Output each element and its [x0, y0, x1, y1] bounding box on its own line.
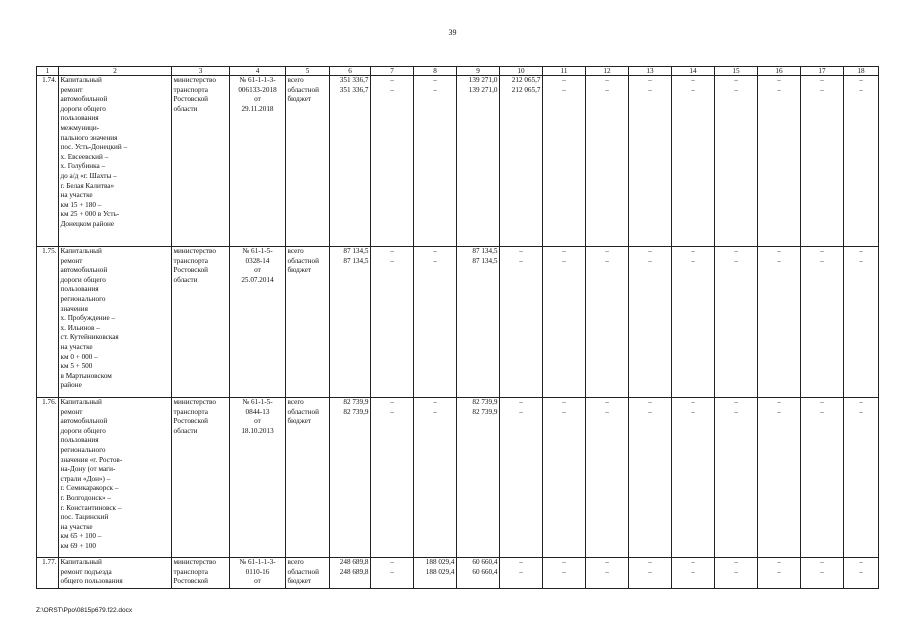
value-regional-budget: – — [433, 407, 437, 416]
name_lines-line: до а/д «г. Шахты – — [60, 171, 117, 180]
file-path-footer: Z:\ORST\Ppo\0815p679.f22.docx — [36, 607, 133, 614]
org_lines-line: Ростовской — [173, 266, 209, 275]
value-cell-col-7 — [371, 558, 414, 589]
value-regional-budget: – — [562, 407, 566, 416]
value-cell-col-8 — [414, 247, 457, 398]
value-cell-col-15 — [715, 558, 758, 589]
name_lines-line: х. Голубинка – — [60, 162, 106, 171]
name_lines-line: автомобильной — [60, 266, 108, 275]
value-cell-col-18 — [844, 398, 879, 558]
name_lines-line: г. Семикаракорск – — [60, 484, 119, 493]
org_lines-line: транспорта — [173, 256, 208, 265]
name_lines-line: дороги общего — [60, 275, 106, 284]
value-total: – — [562, 76, 566, 84]
document-cell — [230, 76, 286, 247]
value-regional-budget: – — [691, 256, 695, 265]
value-regional-budget: – — [777, 407, 781, 416]
value-total: – — [691, 247, 695, 255]
value-cell-col-17 — [801, 558, 844, 589]
name_lines-line: на участке — [60, 522, 93, 531]
value-total: – — [648, 247, 652, 255]
value-cell-col-10 — [500, 76, 543, 247]
document-cell — [230, 558, 286, 589]
value-regional-budget: – — [777, 256, 781, 265]
value-cell-col-16 — [758, 247, 801, 398]
doc_lines-line: от — [254, 417, 261, 426]
doc_lines-line: от — [254, 266, 261, 275]
document-cell — [230, 247, 286, 398]
value-regional-budget: – — [859, 567, 863, 576]
value-total: 188 029,4 — [425, 558, 455, 566]
value-cell-col-18 — [844, 247, 879, 398]
name_lines-line: км 15 + 180 – — [60, 200, 102, 209]
value-cell-col-15 — [715, 247, 758, 398]
value-total: – — [605, 247, 609, 255]
object-name-cell — [59, 558, 172, 589]
name_lines-line: х. Евсеевский – — [60, 152, 109, 161]
funding-regional-label: областной бюджет — [287, 407, 319, 426]
value-regional-budget: – — [777, 85, 781, 94]
value-cell-col-16 — [758, 558, 801, 589]
name_lines-line: районе — [60, 381, 82, 390]
column-header-12: 12 — [586, 67, 629, 76]
value-cell-col-13 — [629, 558, 672, 589]
value-total: – — [859, 558, 863, 566]
table-row — [37, 76, 879, 247]
value-cell-col-14 — [672, 76, 715, 247]
organization-cell — [172, 247, 230, 398]
value-regional-budget: – — [648, 256, 652, 265]
org_lines-line: транспорта — [173, 85, 208, 94]
value-regional-budget: – — [605, 567, 609, 576]
funding-source-cell — [286, 558, 330, 589]
value-regional-budget: – — [562, 256, 566, 265]
value-cell-col-13 — [629, 398, 672, 558]
value-total: – — [433, 247, 437, 255]
value-total: – — [777, 558, 781, 566]
column-header-4: 4 — [230, 67, 286, 76]
org_lines-line: транспорта — [173, 407, 208, 416]
org_lines-line: области — [173, 275, 198, 284]
value-regional-budget: – — [820, 256, 824, 265]
value-total: – — [820, 398, 824, 406]
value-total: – — [691, 76, 695, 84]
column-number-row — [37, 67, 879, 76]
name_lines-line: значения «г. Ростов- — [60, 455, 123, 464]
name_lines-line: ремонт — [60, 256, 83, 265]
name_lines-line: межмуници- — [60, 123, 100, 132]
value-regional-budget: – — [390, 256, 394, 265]
table-row — [37, 247, 879, 398]
name_lines-line: км 5 + 500 — [60, 362, 93, 371]
name_lines-line: км 69 + 100 — [60, 541, 96, 550]
value-cell-col-14 — [672, 247, 715, 398]
value-cell-col-6 — [330, 247, 371, 398]
value-total: – — [519, 398, 523, 406]
value-regional-budget: – — [519, 567, 523, 576]
value-regional-budget: – — [390, 567, 394, 576]
name_lines-line: х. Пробуждение – — [60, 314, 116, 323]
value-total: – — [519, 558, 523, 566]
value-cell-col-18 — [844, 558, 879, 589]
value-regional-budget: – — [519, 407, 523, 416]
value-total: – — [777, 247, 781, 255]
value-cell-col-12 — [586, 247, 629, 398]
column-header-9: 9 — [457, 67, 500, 76]
row-number: 1.75. — [37, 247, 59, 398]
value-regional-budget: 82 739,9 — [343, 407, 369, 416]
value-total: 60 660,4 — [472, 558, 498, 566]
value-regional-budget: – — [777, 567, 781, 576]
value-regional-budget: – — [605, 256, 609, 265]
value-cell-col-17 — [801, 247, 844, 398]
name_lines-line: км 0 + 000 – — [60, 352, 98, 361]
name_lines-line: г. Константиновск – — [60, 503, 122, 512]
doc_lines-line: № 61-1-5- — [242, 398, 273, 406]
value-regional-budget: – — [734, 85, 738, 94]
column-header-2: 2 — [59, 67, 172, 76]
value-regional-budget: – — [859, 85, 863, 94]
column-header-7: 7 — [371, 67, 414, 76]
value-total: – — [734, 247, 738, 255]
value-regional-budget: 82 739,9 — [472, 407, 498, 416]
doc_lines-line: 29.11.2018 — [241, 104, 274, 113]
doc_lines-line: 0328-14 — [245, 256, 270, 265]
value-total: – — [820, 558, 824, 566]
name_lines-line: Капитальный — [60, 76, 102, 84]
funding-total-label: всего — [287, 398, 304, 406]
funding-regional-label: областной бюджет — [287, 567, 319, 586]
value-total: – — [734, 76, 738, 84]
value-regional-budget: – — [433, 256, 437, 265]
value-regional-budget: – — [734, 256, 738, 265]
value-regional-budget: – — [820, 85, 824, 94]
funding-total-label: всего — [287, 558, 304, 566]
name_lines-line: регионального — [60, 445, 106, 454]
value-total: – — [433, 76, 437, 84]
name_lines-line: пользования — [60, 285, 99, 294]
value-total: – — [777, 398, 781, 406]
value-cell-col-12 — [586, 76, 629, 247]
name_lines-line: км 65 + 100 – — [60, 532, 102, 541]
org_lines-line: Ростовской — [173, 577, 209, 586]
name_lines-line: г. Волгодонск» – — [60, 493, 112, 502]
value-total: – — [605, 398, 609, 406]
value-total: – — [433, 398, 437, 406]
value-total: – — [820, 76, 824, 84]
doc_lines-line: от — [254, 577, 261, 586]
column-header-6: 6 — [330, 67, 371, 76]
name_lines-line: ст. Кутейниковская — [60, 333, 119, 342]
doc_lines-line: 0110-16 — [245, 567, 270, 576]
program-table — [36, 66, 879, 589]
value-regional-budget: – — [605, 407, 609, 416]
value-regional-budget: – — [648, 85, 652, 94]
value-regional-budget: – — [519, 256, 523, 265]
name_lines-line: пользования — [60, 436, 99, 445]
funding-source-cell — [286, 398, 330, 558]
value-regional-budget: – — [820, 407, 824, 416]
row-number: 1.74. — [37, 76, 59, 247]
value-regional-budget: – — [390, 407, 394, 416]
doc_lines-line: 006133-2018 — [238, 85, 277, 94]
value-regional-budget: – — [390, 85, 394, 94]
value-regional-budget: – — [648, 407, 652, 416]
value-cell-col-9 — [457, 398, 500, 558]
org_lines-line: Ростовской — [173, 95, 209, 104]
name_lines-line: км 25 + 000 в Усть- — [60, 210, 120, 219]
value-regional-budget: 188 029,4 — [425, 567, 455, 576]
value-cell-col-6 — [330, 558, 371, 589]
name_lines-line: г. Белая Калитва» — [60, 181, 115, 190]
org_lines-line: транспорта — [173, 567, 208, 576]
value-cell-col-8 — [414, 398, 457, 558]
organization-cell — [172, 76, 230, 247]
value-total: – — [648, 76, 652, 84]
org_lines-line: министерство — [173, 247, 216, 255]
value-cell-col-9 — [457, 558, 500, 589]
value-regional-budget: – — [691, 85, 695, 94]
value-regional-budget: – — [605, 85, 609, 94]
name_lines-line: на участке — [60, 342, 93, 351]
name_lines-line: ремонт подъезда — [60, 567, 112, 576]
value-regional-budget: – — [433, 85, 437, 94]
name_lines-line: на участке — [60, 191, 93, 200]
value-regional-budget: – — [859, 256, 863, 265]
value-cell-col-9 — [457, 76, 500, 247]
value-regional-budget: 87 134,5 — [472, 256, 498, 265]
name_lines-line: пального значения — [60, 133, 118, 142]
column-header-18: 18 — [844, 67, 879, 76]
doc_lines-line: от — [254, 95, 261, 104]
value-cell-col-10 — [500, 247, 543, 398]
value-cell-col-11 — [543, 247, 586, 398]
doc_lines-line: № 61-1-5- — [242, 247, 273, 255]
value-cell-col-15 — [715, 76, 758, 247]
value-regional-budget: 139 271,0 — [468, 85, 498, 94]
value-total: – — [859, 398, 863, 406]
value-total: – — [859, 76, 863, 84]
value-total: 87 134,5 — [472, 247, 498, 255]
name_lines-line: Капитальный — [60, 558, 102, 566]
name_lines-line: дороги общего — [60, 104, 106, 113]
row-number: 1.76. — [37, 398, 59, 558]
value-regional-budget: – — [648, 567, 652, 576]
value-total: 248 689,8 — [339, 558, 369, 566]
value-total: 212 065,7 — [511, 76, 541, 84]
value-total: – — [390, 247, 394, 255]
value-cell-col-7 — [371, 76, 414, 247]
value-regional-budget: – — [691, 567, 695, 576]
doc_lines-line: № 61-1-1-3- — [239, 558, 276, 566]
name_lines-line: страли «Дон») – — [60, 474, 111, 483]
value-cell-col-7 — [371, 247, 414, 398]
name_lines-line: регионального — [60, 294, 106, 303]
doc_lines-line: 18.10.2013 — [241, 426, 274, 435]
org_lines-line: министерство — [173, 76, 216, 84]
org_lines-line: области — [173, 426, 198, 435]
value-cell-col-11 — [543, 398, 586, 558]
table-row — [37, 558, 879, 589]
value-total: – — [691, 398, 695, 406]
object-name-cell — [59, 76, 172, 247]
value-regional-budget: 351 336,7 — [339, 85, 369, 94]
value-cell-col-11 — [543, 76, 586, 247]
value-regional-budget: 212 065,7 — [511, 85, 541, 94]
value-cell-col-18 — [844, 76, 879, 247]
value-total: – — [390, 558, 394, 566]
value-total: – — [562, 558, 566, 566]
name_lines-line: ремонт — [60, 85, 83, 94]
value-total: – — [691, 558, 695, 566]
value-regional-budget: – — [562, 85, 566, 94]
column-header-10: 10 — [500, 67, 543, 76]
value-total: – — [648, 398, 652, 406]
value-total: – — [648, 558, 652, 566]
funding-total-label: всего — [287, 247, 304, 255]
value-cell-col-8 — [414, 558, 457, 589]
value-total: – — [390, 398, 394, 406]
value-total: – — [605, 76, 609, 84]
column-header-14: 14 — [672, 67, 715, 76]
organization-cell — [172, 398, 230, 558]
value-cell-col-13 — [629, 76, 672, 247]
value-total: 139 271,0 — [468, 76, 498, 84]
value-cell-col-14 — [672, 558, 715, 589]
value-total: – — [859, 247, 863, 255]
column-header-17: 17 — [801, 67, 844, 76]
doc_lines-line: 0844-13 — [245, 407, 270, 416]
funding-total-label: всего — [287, 76, 304, 84]
org_lines-line: области — [173, 104, 198, 113]
value-total: – — [390, 76, 394, 84]
value-cell-col-8 — [414, 76, 457, 247]
value-regional-budget: – — [859, 407, 863, 416]
name_lines-line: общего пользования — [60, 577, 123, 586]
name_lines-line: пос. Тацинский — [60, 513, 109, 522]
name_lines-line: значения — [60, 304, 88, 313]
row-number: 1.77. — [37, 558, 59, 589]
object-name-cell — [59, 247, 172, 398]
value-total: – — [734, 398, 738, 406]
column-header-3: 3 — [172, 67, 230, 76]
value-total: – — [605, 558, 609, 566]
value-cell-col-16 — [758, 398, 801, 558]
value-total: – — [734, 558, 738, 566]
value-cell-col-17 — [801, 398, 844, 558]
column-header-8: 8 — [414, 67, 457, 76]
column-header-15: 15 — [715, 67, 758, 76]
column-header-1: 1 — [37, 67, 59, 76]
name_lines-line: Капитальный — [60, 398, 102, 406]
value-cell-col-13 — [629, 247, 672, 398]
value-total: 82 739,9 — [343, 398, 369, 406]
value-total: – — [777, 76, 781, 84]
column-header-5: 5 — [286, 67, 330, 76]
value-cell-col-16 — [758, 76, 801, 247]
value-cell-col-12 — [586, 558, 629, 589]
object-name-cell — [59, 398, 172, 558]
value-cell-col-9 — [457, 247, 500, 398]
value-cell-col-6 — [330, 398, 371, 558]
column-header-16: 16 — [758, 67, 801, 76]
value-regional-budget: – — [734, 567, 738, 576]
value-total: – — [562, 398, 566, 406]
org_lines-line: министерство — [173, 398, 216, 406]
value-regional-budget: 60 660,4 — [472, 567, 498, 576]
value-cell-col-11 — [543, 558, 586, 589]
name_lines-line: пос. Усть-Донецкий – — [60, 143, 128, 152]
value-regional-budget: – — [562, 567, 566, 576]
value-cell-col-7 — [371, 398, 414, 558]
value-regional-budget: – — [734, 407, 738, 416]
funding-source-cell — [286, 76, 330, 247]
value-cell-col-10 — [500, 398, 543, 558]
value-regional-budget: 248 689,8 — [339, 567, 369, 576]
value-regional-budget: – — [691, 407, 695, 416]
table-row — [37, 398, 879, 558]
organization-cell — [172, 558, 230, 589]
org_lines-line: Ростовской — [173, 417, 209, 426]
column-header-13: 13 — [629, 67, 672, 76]
name_lines-line: Донецком районе — [60, 219, 115, 228]
funding-source-cell — [286, 247, 330, 398]
value-total: 82 739,9 — [472, 398, 498, 406]
value-total: 351 336,7 — [339, 76, 369, 84]
funding-regional-label: областной бюджет — [287, 256, 319, 275]
name_lines-line: х. Ильинов – — [60, 323, 100, 332]
name_lines-line: на-Дону (от маги- — [60, 465, 116, 474]
name_lines-line: автомобильной — [60, 95, 108, 104]
funding-regional-label: областной бюджет — [287, 85, 319, 104]
value-cell-col-12 — [586, 398, 629, 558]
value-regional-budget: – — [820, 567, 824, 576]
doc_lines-line: № 61-1-1-3- — [239, 76, 276, 84]
value-total: 87 134,5 — [343, 247, 369, 255]
column-header-11: 11 — [543, 67, 586, 76]
value-cell-col-17 — [801, 76, 844, 247]
document-cell — [230, 398, 286, 558]
name_lines-line: в Мартыновском — [60, 371, 112, 380]
page-number: 39 — [448, 28, 457, 37]
value-cell-col-6 — [330, 76, 371, 247]
value-total: – — [562, 247, 566, 255]
name_lines-line: пользования — [60, 114, 99, 123]
value-cell-col-15 — [715, 398, 758, 558]
value-total: – — [820, 247, 824, 255]
name_lines-line: дороги общего — [60, 426, 106, 435]
value-regional-budget: 87 134,5 — [343, 256, 369, 265]
value-cell-col-14 — [672, 398, 715, 558]
doc_lines-line: 25.07.2014 — [241, 275, 274, 284]
name_lines-line: ремонт — [60, 407, 83, 416]
org_lines-line: министерство — [173, 558, 216, 566]
name_lines-line: автомобильной — [60, 417, 108, 426]
value-cell-col-10 — [500, 558, 543, 589]
name_lines-line: Капитальный — [60, 247, 102, 255]
value-total: – — [519, 247, 523, 255]
